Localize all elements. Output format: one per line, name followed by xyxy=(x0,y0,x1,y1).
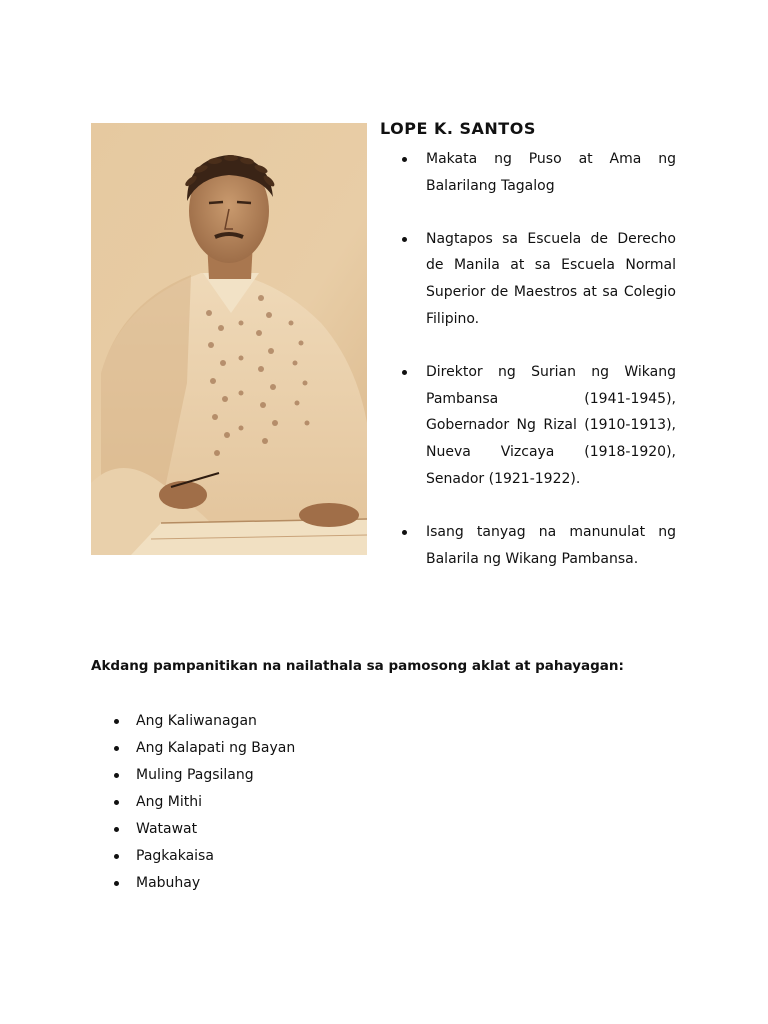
bio-item-text: Makata ng Puso at Ama ng Balarilang Tagalog xyxy=(426,151,676,194)
bullet-icon xyxy=(114,881,119,886)
work-title: Muling Pagsilang xyxy=(136,767,254,783)
bio-item xyxy=(402,146,676,200)
bio-list xyxy=(402,146,676,572)
list-item xyxy=(114,789,295,816)
bullet-icon xyxy=(114,854,119,859)
bullet-icon xyxy=(114,773,119,778)
works-heading-suffix: : xyxy=(618,658,624,674)
bullet-icon xyxy=(114,746,119,751)
work-title: Ang Mithi xyxy=(136,794,203,810)
works-heading xyxy=(91,658,624,674)
list-item xyxy=(114,708,295,735)
list-item xyxy=(114,816,295,843)
portrait-photo xyxy=(91,123,367,555)
bullet-icon xyxy=(114,827,119,832)
work-title: Ang Kalapati ng Bayan xyxy=(136,740,296,756)
list-item xyxy=(114,870,295,897)
bio-item xyxy=(402,359,676,493)
person-name: LOPE K. SANTOS xyxy=(380,119,536,138)
bullet-icon xyxy=(114,719,119,724)
bio-item-text: Isang tanyag na manunulat ng Balarila ng Wikang Pambansa. xyxy=(426,523,676,567)
bullet-icon xyxy=(402,157,407,162)
list-item xyxy=(114,735,295,762)
bio-item xyxy=(402,226,676,333)
bio-item-text: Nagtapos sa Escuela de Derecho de Manila at sa Escuela Normal Superior de Maestros at sa Colegio Filipino. xyxy=(426,230,676,327)
bullet-icon xyxy=(402,530,407,535)
work-title: Watawat xyxy=(136,821,198,837)
bullet-icon xyxy=(402,237,407,242)
works-list xyxy=(114,708,295,897)
work-title: Ang Kaliwanagan xyxy=(136,713,257,729)
list-item xyxy=(114,843,295,870)
portrait-illustration xyxy=(91,123,367,555)
bullet-icon xyxy=(402,370,407,375)
works-heading-text: Akdang pampanitikan na nailathala sa pamosong aklat at pahayagan xyxy=(91,658,619,674)
bullet-icon xyxy=(114,800,119,805)
work-title: Mabuhay xyxy=(136,875,201,891)
bio-item xyxy=(402,519,676,573)
list-item xyxy=(114,762,295,789)
work-title: Pagkakaisa xyxy=(136,848,214,864)
bio-item-text: Direktor ng Surian ng Wikang Pambansa (1941-1945), Gobernador Ng Rizal (1910-1913), Nueva Vizcaya (1918-1920), Senador (1921-1922). xyxy=(426,363,676,487)
